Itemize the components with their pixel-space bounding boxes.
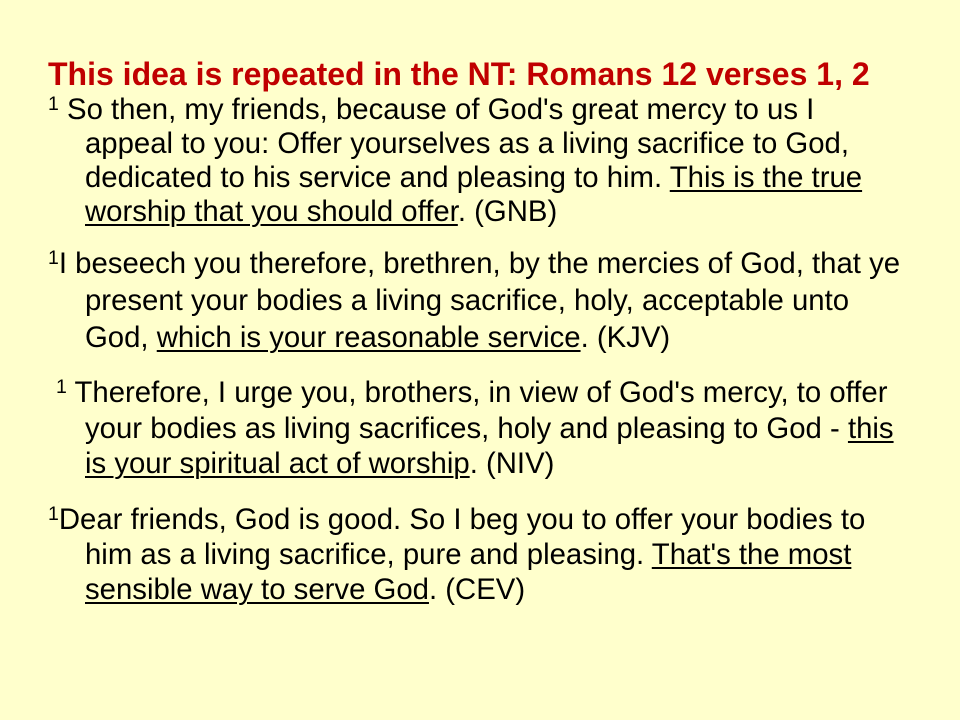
passage-line <box>48 282 900 319</box>
underlined-phrase: This is the true <box>669 161 863 194</box>
passage-line <box>48 127 862 161</box>
underlined-phrase: which is your reasonable service <box>156 321 581 354</box>
passage-text: present your bodies a living sacrifice, holy, acceptable unto <box>85 284 850 317</box>
underlined-phrase: sensible way to serve God <box>85 573 429 606</box>
passage-text: I beseech you therefore, brethren, by the mercies of God, that ye <box>58 247 901 280</box>
verse-number: 1 <box>48 93 59 115</box>
passage-text: him as a living sacrifice, pure and pleasing. <box>85 538 652 571</box>
passage-line <box>48 446 894 482</box>
passage-cev <box>48 502 865 607</box>
verse-number: 1 <box>48 247 59 269</box>
passage-line <box>48 502 865 537</box>
passage-gnb <box>48 93 862 229</box>
underlined-phrase: That's the most <box>651 538 852 571</box>
passage-text: Therefore, I urge you, brothers, in view of God's mercy, to offer <box>66 376 888 409</box>
passage-line <box>48 161 862 195</box>
version-tag: . (KJV) <box>580 321 671 354</box>
version-tag: . (CEV) <box>428 573 526 606</box>
version-tag: . (GNB) <box>457 195 558 228</box>
underlined-phrase: this <box>847 411 894 445</box>
passage-text: appeal to you: Offer yourselves as a living sacrifice to God, <box>85 127 850 160</box>
passage-line <box>48 195 862 229</box>
passage-line <box>48 537 865 572</box>
passage-line <box>48 411 894 447</box>
verse-number: 1 <box>48 503 59 525</box>
passage-text: So then, my friends, because of God's great mercy to us I <box>58 93 815 126</box>
passage-line <box>48 245 900 282</box>
passage-text: your bodies as living sacrifices, holy and pleasing to God - <box>85 411 848 445</box>
verse-number: 1 <box>56 376 67 398</box>
passage-line <box>48 93 862 127</box>
passage-text: God, <box>85 321 157 354</box>
passage-line <box>48 375 894 411</box>
underlined-phrase: worship that you should offer <box>85 195 458 228</box>
passage-niv <box>48 375 894 482</box>
version-tag: . (NIV) <box>469 447 555 480</box>
passage-line <box>48 572 865 607</box>
slide-title: This idea is repeated in the NT: Romans 12 verses 1, 2 <box>48 56 870 92</box>
passage-text: dedicated to his service and pleasing to him. <box>85 161 670 194</box>
passage-text: Dear friends, God is good. So I beg you to offer your bodies to <box>58 503 866 536</box>
underlined-phrase: is your spiritual act of worship <box>85 447 470 480</box>
passage-line <box>48 319 900 356</box>
passage-kjv <box>48 245 900 356</box>
